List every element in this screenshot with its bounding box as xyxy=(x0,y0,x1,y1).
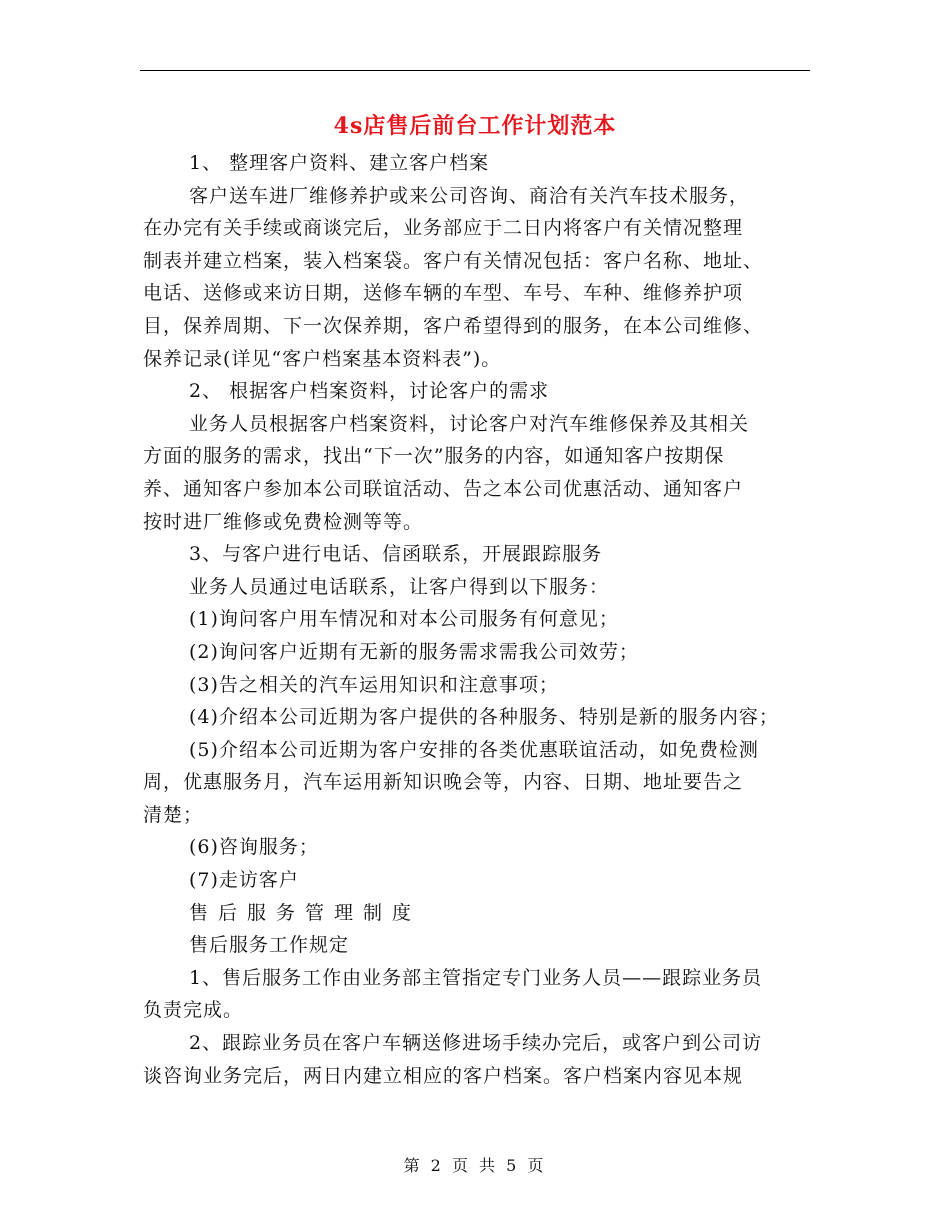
list-item: (3)告之相关的汽车运用知识和注意事项； xyxy=(189,673,559,696)
paragraph-line: 养、通知客户参加本公司联谊活动、告之本公司优惠活动、通知客户 xyxy=(143,477,744,500)
paragraph-line: 保养记录(详见“客户档案基本资料表”)。 xyxy=(143,347,502,370)
document-body xyxy=(143,147,811,1092)
paragraph-line: 方面的服务的需求，找出“下一次”服务的内容，如通知客户按期保 xyxy=(143,445,725,468)
paragraph-line: 清楚； xyxy=(143,803,204,826)
section-heading-rules: 售后服务工作规定 xyxy=(189,934,350,957)
paragraph-line: 在办完有关手续或商谈完后，业务部应于二日内将客户有关情况整理 xyxy=(143,217,744,240)
list-item: (5)介绍本公司近期为客户安排的各类优惠联谊活动，如免费检测 xyxy=(189,738,759,761)
paragraph-line: 谈咨询业务完后，两日内建立相应的客户档案。客户档案内容见本规 xyxy=(143,1064,744,1087)
paragraph-line: 业务人员通过电话联系，让客户得到以下服务： xyxy=(189,575,610,598)
section-heading-3: 3、与客户进行电话、信函联系，开展跟踪服务 xyxy=(189,543,603,566)
document-title: 4s店售后前台工作计划范本 xyxy=(333,113,617,139)
page-number: 第 2 页 共 5 页 xyxy=(403,1156,547,1175)
paragraph-line: 2、跟踪业务员在客户车辆送修进场手续办完后，或客户到公司访 xyxy=(189,1032,763,1055)
paragraph-line: 业务人员根据客户档案资料，讨论客户对汽车维修保养及其相关 xyxy=(189,412,750,435)
paragraph-line: 负责完成。 xyxy=(143,999,244,1022)
header-rule xyxy=(140,70,810,71)
paragraph-line: 客户送车进厂维修养护或来公司咨询、商洽有关汽车技术服务， xyxy=(189,184,750,207)
section-heading-management: 售后服务管理制度 xyxy=(189,901,422,924)
list-item: (6)咨询服务； xyxy=(189,836,319,859)
list-item: (7)走访客户 xyxy=(189,869,299,892)
list-item: (1)询问客户用车情况和对本公司服务有何意见； xyxy=(189,608,619,631)
paragraph-line: 1、售后服务工作由业务部主管指定专门业务人员——跟踪业务员 xyxy=(189,966,763,989)
list-item: (2)询问客户近期有无新的服务需求需我公司效劳； xyxy=(189,640,639,663)
paragraph-line: 制表并建立档案，装入档案袋。客户有关情况包括：客户名称、地址、 xyxy=(143,249,764,272)
paragraph-line: 电话、送修或来访日期，送修车辆的车型、车号、车种、维修养护项 xyxy=(143,282,744,305)
paragraph-line: 目，保养周期、下一次保养期，客户希望得到的服务，在本公司维修、 xyxy=(143,314,764,337)
section-heading-1: 1、 整理客户资料、建立客户档案 xyxy=(189,152,490,174)
paragraph-line: 周，优惠服务月，汽车运用新知识晚会等，内容、日期、地址要告之 xyxy=(143,771,744,794)
list-item: (4)介绍本公司近期为客户提供的各种服务、特别是新的服务内容； xyxy=(189,706,779,729)
paragraph-line: 按时进厂维修或免费检测等等。 xyxy=(143,510,424,533)
section-heading-2: 2、 根据客户档案资料，讨论客户的需求 xyxy=(189,380,550,403)
